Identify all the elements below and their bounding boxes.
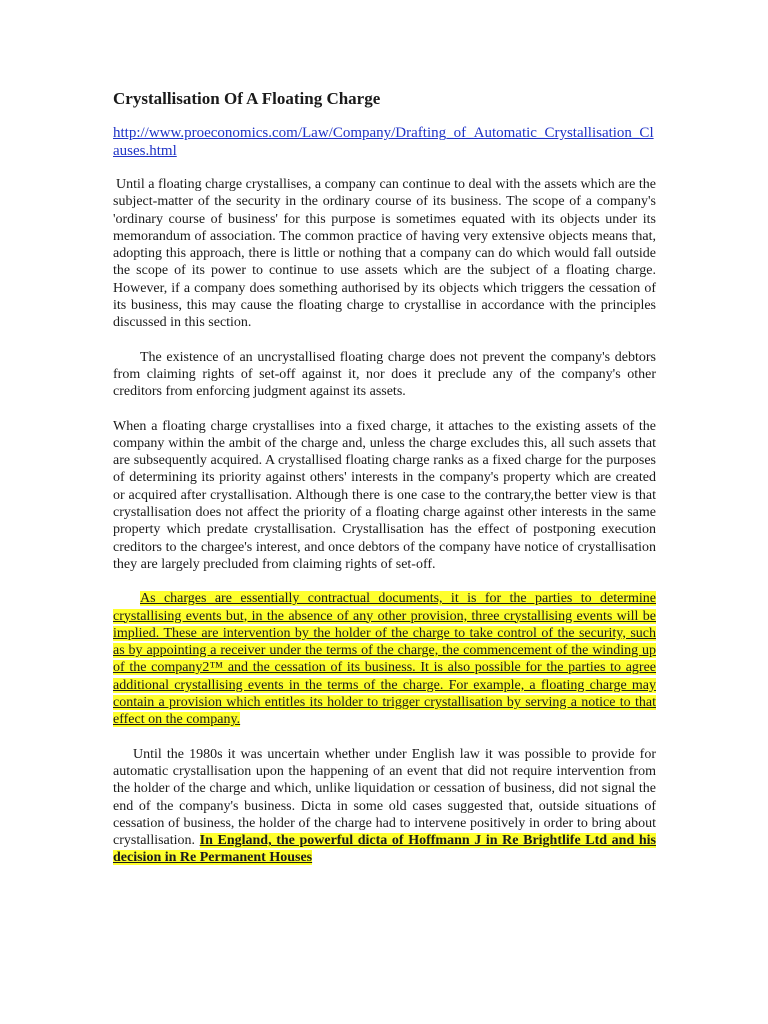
paragraph-set-off: The existence of an uncrystallised floating charge does not prevent the company's debtors from claiming rights of set-off against it, nor does it preclude any of the company's other creditors from enforcing judgment against its assets. [113,349,656,400]
document-page [113,88,656,884]
highlighted-bold-text: In England, the powerful dicta of Hoffmann J in Re Brightlife Ltd and his decision in Re Permanent Houses [113,833,656,866]
paragraph-crystallising-events [113,590,656,728]
paragraph-fixed-charge: When a floating charge crystallises into a fixed charge, it attaches to the existing assets of the company within the ambit of the charge and, unless the charge excludes this, all such assets that are subsequently acquired. A crystallised floating charge ranks as a fixed charge for the purposes of determining its priority against others' interests in the company's property which are created or acquired after crystallisation. Although there is one case to the contrary,the better view is that crystallisation does not affect the priority of a floating charge against other interests in the same property which predate crystallisation. Crystallisation has the effect of postponing execution creditors to the chargee's interest, and once debtors of the company have notice of crystallisation they are largely precluded from claiming rights of set-off. [113,418,656,572]
paragraph-text: Until the 1980s it was uncertain whether under English law it was possible to provide for automatic crystallisation upon the happening of an event that did not require intervention from the holder of the charge and which, unlike liquidation or cessation of business, did not signal the end of the company's business. Dicta in some old cases suggested that, outside situations of cessation of business, the holder of the charge had to intervene positively in order to bring about crystallisation. [113,746,656,849]
highlighted-text: As charges are essentially contractual documents, it is for the parties to determine crystallising events but, in the absence of any other provision, three crystallising events will be implied. These are intervention by the holder of the charge to take control of the security, such as by appointing a receiver under the terms of the charge, the commencement of the winding up of the company2™ and the cessation of its business. It is also possible for the parties to agree additional crystallising events in the terms of the charge. For example, a floating charge may contain a provision which entitles its holder to trigger crystallisation by serving a notice to that effect on the company. [113,591,656,728]
document-title: Crystallisation Of A Floating Charge [113,89,381,108]
source-link[interactable]: http://www.proeconomics.com/Law/Company/Drafting_of_Automatic_Crystallisation_Clauses.html [113,125,654,159]
paragraph-ordinary-course: Until a floating charge crystallises, a company can continue to deal with the assets which are the subject-matter of the security in the ordinary course of its business. The scope of a company's 'ordinary course of business' for this purpose is sometimes equated with its objects under its memorandum of association. The common practice of having very extensive objects means that, adopting this approach, there is little or nothing that a company can do which would fall outside the scope of its power to continue to use assets which are the subject of a floating charge. However, if a company does something authorised by its objects which triggers the cessation of its business, this may cause the floating charge to crystallise in accordance with the principles discussed in this section. [113,177,656,331]
paragraph-automatic-crystallisation [113,746,656,867]
